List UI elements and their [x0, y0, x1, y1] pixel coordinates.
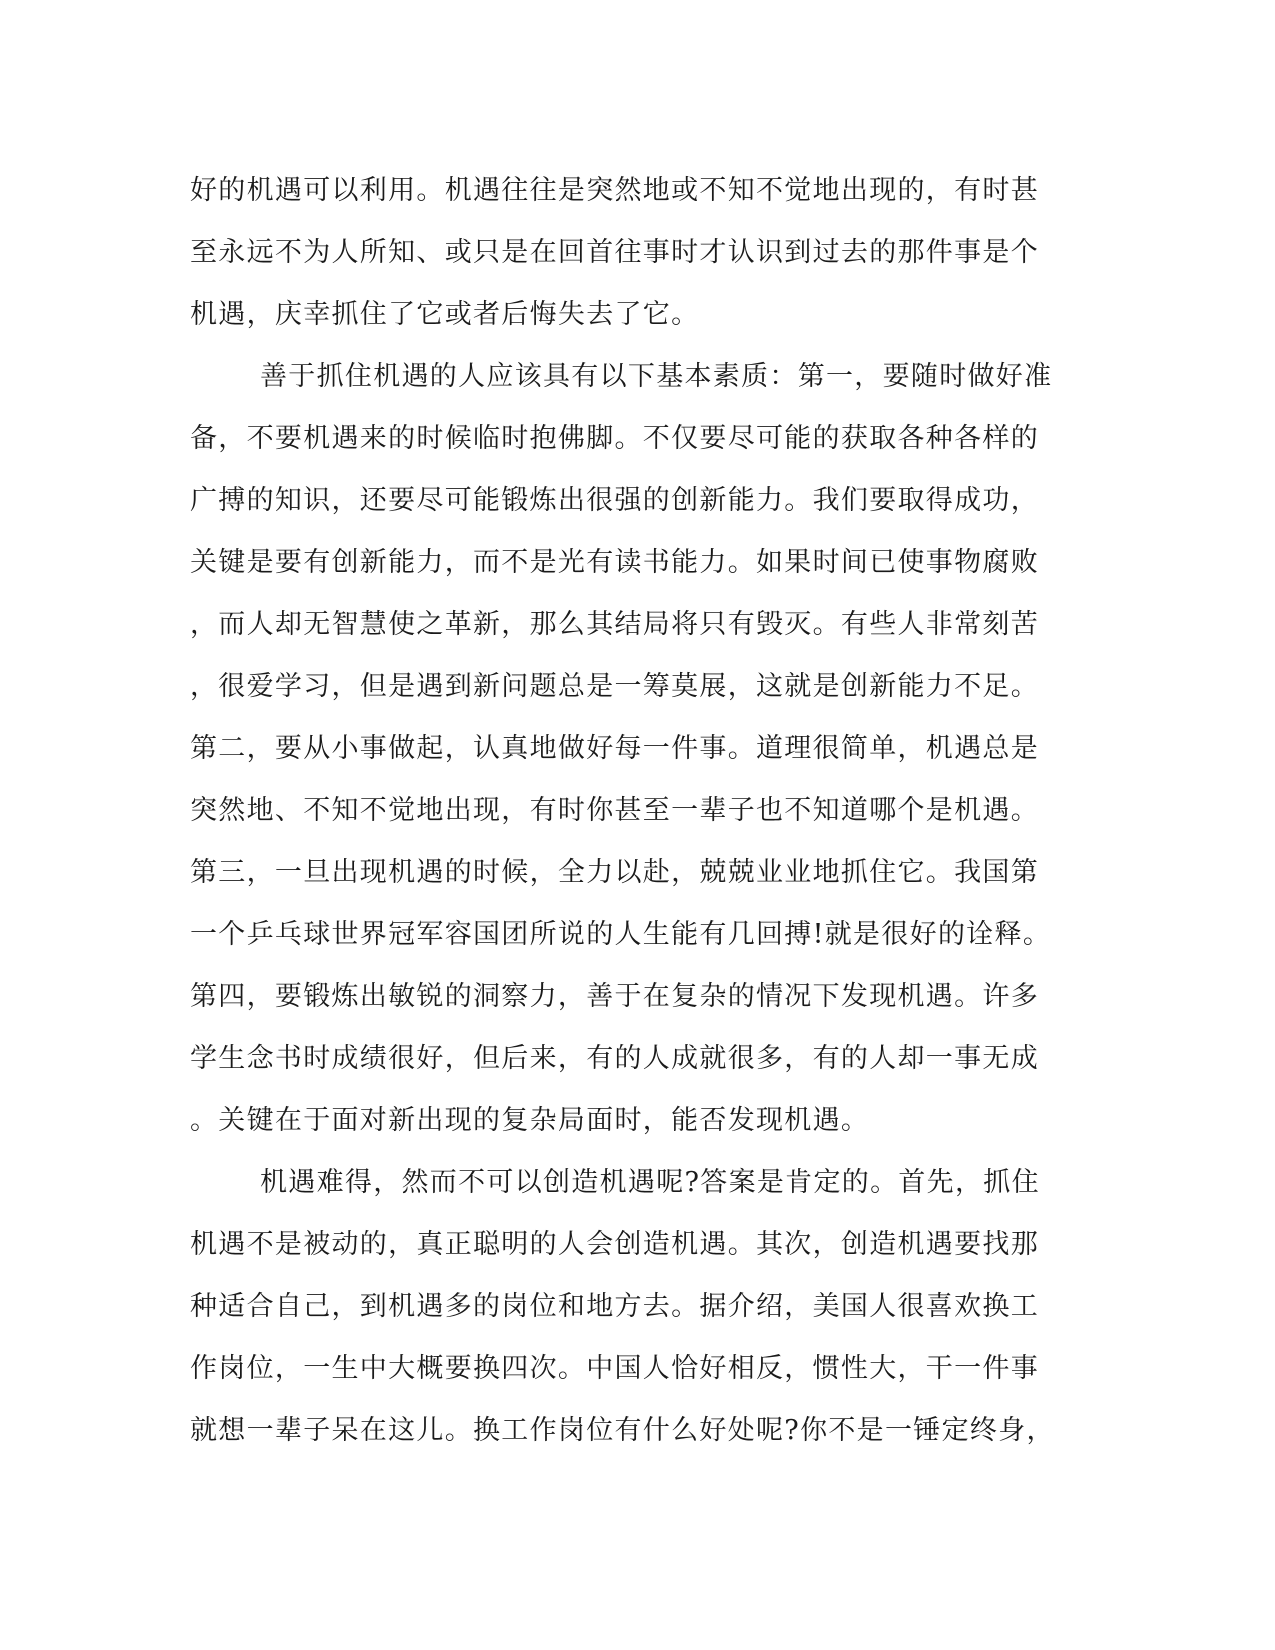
text-line: 至永远不为人所知、或只是在回首往事时才认识到过去的那件事是个: [190, 237, 1039, 268]
text-line: 机遇不是被动的，真正聪明的人会创造机遇。其次，创造机遇要找那: [190, 1229, 1039, 1260]
text-line: 善于抓住机遇的人应该具有以下基本素质：第一，要随时做好准: [260, 361, 1053, 392]
text-line: 第四，要锻炼出敏锐的洞察力，善于在复杂的情况下发现机遇。许多: [190, 981, 1039, 1012]
text-line: 备，不要机遇来的时候临时抱佛脚。不仅要尽可能的获取各种各样的: [190, 423, 1039, 454]
text-line: 学生念书时成绩很好，但后来，有的人成就很多，有的人却一事无成: [190, 1043, 1039, 1074]
text-line: 广搏的知识，还要尽可能锻炼出很强的创新能力。我们要取得成功，: [190, 485, 1039, 516]
text-line: 机遇，庆幸抓住了它或者后悔失去了它。: [190, 299, 700, 330]
text-line: ，很爱学习，但是遇到新问题总是一筹莫展，这就是创新能力不足。: [190, 671, 1039, 702]
text-line: 突然地、不知不觉地出现，有时你甚至一辈子也不知道哪个是机遇。: [190, 795, 1039, 826]
text-line: 一个乒乓球世界冠军容国团所说的人生能有几回搏!就是很好的诠释。: [190, 919, 1052, 950]
text-line: 好的机遇可以利用。机遇往往是突然地或不知不觉地出现的，有时甚: [190, 175, 1039, 206]
text-line: 种适合自己，到机遇多的岗位和地方去。据介绍，美国人很喜欢换工: [190, 1291, 1039, 1322]
paragraph: [190, 1152, 1090, 1462]
text-line: 第二，要从小事做起，认真地做好每一件事。道理很简单，机遇总是: [190, 733, 1039, 764]
body-text: [190, 160, 1090, 1462]
text-line: 机遇难得，然而不可以创造机遇呢?答案是肯定的。首先，抓住: [260, 1167, 1040, 1198]
text-line: 作岗位，一生中大概要换四次。中国人恰好相反，惯性大，干一件事: [190, 1353, 1039, 1384]
text-line: 。关键在于面对新出现的复杂局面时，能否发现机遇。: [190, 1105, 870, 1136]
text-line: 关键是要有创新能力，而不是光有读书能力。如果时间已使事物腐败: [190, 547, 1039, 578]
paragraph: [190, 160, 1090, 346]
text-line: ，而人却无智慧使之革新，那么其结局将只有毁灭。有些人非常刻苦: [190, 609, 1039, 640]
paragraph: [190, 346, 1090, 1152]
text-line: 第三，一旦出现机遇的时候，全力以赴，兢兢业业地抓住它。我国第: [190, 857, 1039, 888]
text-line: 就想一辈子呆在这儿。换工作岗位有什么好处呢?你不是一锤定终身，: [190, 1415, 1055, 1446]
